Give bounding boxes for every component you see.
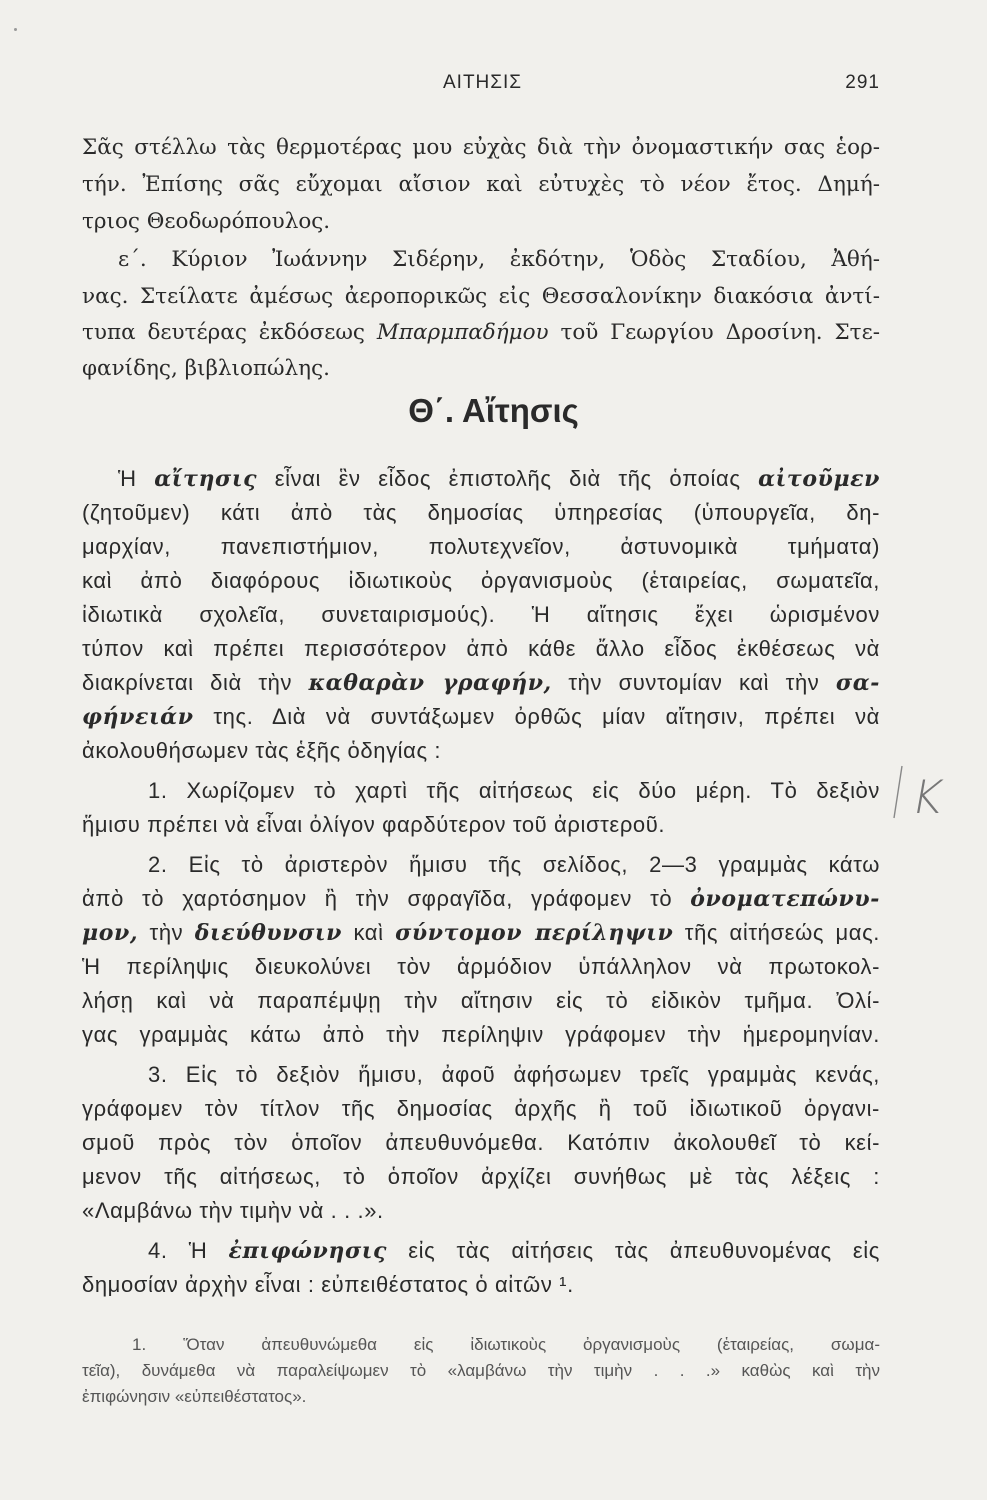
text-line: σμοῦ πρὸς τὸν ὁποῖον ἀπευθυνόμεθα. Κατόπιν ἀκολουθεῖ τὸ κεί- <box>82 1130 880 1155</box>
text-line: γας γραμμὰς κάτω ἀπὸ τὴν περίληψιν γράφομεν τὴν ἡμερομηνίαν. <box>82 1022 880 1047</box>
text-line: λήσῃ καὶ νὰ παραπέμψῃ τὴν αἴτησιν εἰς τὸ εἰδικὸν τμῆμα. Ὀλί- <box>82 988 880 1013</box>
margin-pencil-stroke <box>888 762 908 822</box>
emphasis: αἴτησις <box>154 466 258 492</box>
text-span: εἰς τὰς αἰτήσεις τὰς ἀπευθυνομένας εἰς <box>387 1238 880 1263</box>
text-line: Ἡ περίληψις διευκολύνει τὸν ἁρμόδιον ὑπάλληλον νὰ πρωτοκολ- <box>82 954 880 979</box>
text-span: τὴν <box>138 920 195 945</box>
text-span: 4. Ἡ <box>148 1238 229 1263</box>
text-span: τοῦ Γεωργίου Δροσίνη. Στε- <box>548 320 880 345</box>
text-span: καὶ <box>342 920 396 945</box>
text-line: τήν. Ἐπίσης σᾶς εὔχομαι αἴσιον καὶ εὐτυχὲς τὸ νέον ἔτος. Δημή- <box>82 172 880 197</box>
text-span: διακρίνεται διὰ τὴν <box>82 670 309 695</box>
emphasis: μον, <box>82 920 139 946</box>
section-heading: Θ΄. Αἴτησις <box>408 392 579 429</box>
emphasis: διεύθυνσιν <box>194 920 343 946</box>
text-line: ε΄. Κύριον Ἰωάννην Σιδέρην, ἐκδότην, Ὁδὸς Σταδίου, Ἀθή- <box>118 247 880 272</box>
emphasis: σα- <box>835 670 881 696</box>
text-line: Σᾶς στέλλω τὰς θερμοτέρας μου εὐχὰς διὰ τὴν ὀνομαστικήν σας ἑορ- <box>82 135 880 160</box>
text-span: εἶναι ἓν εἶδος ἐπιστολῆς διὰ τῆς ὁποίας <box>257 466 759 491</box>
text-line <box>82 884 880 914</box>
text-line: τύπον καὶ πρέπει περισσότερον ἀπὸ κάθε ἄλλο εἶδος ἐκθέσεως νὰ <box>82 636 880 661</box>
footnote-line: ἐπιφώνησιν «εὐπειθέστατος». <box>82 1387 307 1406</box>
text-line <box>82 668 880 698</box>
footnote-line: 1. Ὅταν ἀπευθυνώμεθα εἰς ἰδιωτικοὺς ὀργανισμοὺς (ἑταιρείας, σωμα- <box>132 1335 880 1354</box>
emphasis: αἰτοῦμεν <box>758 466 880 492</box>
margin-note: Κ <box>907 770 947 824</box>
text-line: νας. Στείλατε ἀμέσως ἀεροπορικῶς εἰς Θεσσαλονίκην διακόσια ἀντί- <box>82 284 880 309</box>
text-line: δημοσίαν ἀρχὴν εἶναι : εὐπειθέστατος ὁ αἰτῶν ¹. <box>82 1272 574 1297</box>
text-span: τῆς αἰτήσεώς μας. <box>673 920 880 945</box>
book-title: Μπαρμπαδήμου <box>376 320 549 345</box>
text-line <box>148 1236 880 1266</box>
text-line: μαρχίαν, πανεπιστήμιον, πολυτεχνεῖον, ἀστυνομικὰ τμήματα) <box>82 534 880 559</box>
paper-speck <box>14 28 17 31</box>
text-span: ἀπὸ τὸ χαρτόσημον ἢ τὴν σφραγῖδα, γράφομεν τὸ <box>82 886 691 911</box>
text-line: ἥμισυ πρέπει νὰ εἶναι ὀλίγον φαρδύτερον τοῦ ἀριστεροῦ. <box>82 812 666 837</box>
emphasis: ἐπιφώνησις <box>228 1238 388 1264</box>
text-span: τυπα δευτέρας ἐκδόσεως <box>82 320 377 345</box>
text-span: της. Διὰ νὰ συντάξωμεν ὀρθῶς μίαν αἴτησιν, πρέπει νὰ <box>193 704 880 729</box>
text-line: 3. Εἰς τὸ δεξιὸν ἥμισυ, ἀφοῦ ἀφήσωμεν τρεῖς γραμμὰς κενάς, <box>148 1062 880 1087</box>
text-line: (ζητοῦμεν) κάτι ἀπὸ τὰς δημοσίας ὑπηρεσίας (ὑπουργεῖα, δη- <box>82 500 880 525</box>
running-title: ΑΙΤΗΣΙΣ <box>443 72 523 93</box>
emphasis: καθαρὰν γραφήν, <box>308 670 552 696</box>
text-line <box>82 702 880 732</box>
text-line: 2. Εἰς τὸ ἀριστερὸν ἥμισυ τῆς σελίδος, 2—3 γραμμὰς κάτω <box>148 852 880 877</box>
text-line: μενον τῆς αἰτήσεως, τὸ ὁποῖον ἀρχίζει συνήθως μὲ τὰς λέξεις : <box>82 1164 880 1189</box>
emphasis: ὀνοματεπώνυ- <box>690 886 880 912</box>
text-span: Ἡ <box>118 466 155 491</box>
text-line: 1. Χωρίζομεν τὸ χαρτὶ τῆς αἰτήσεως εἰς δύο μέρη. Τὸ δεξιὸν <box>148 778 880 803</box>
text-line <box>82 318 880 348</box>
page-number: 291 <box>845 72 880 93</box>
text-line: «Λαμβάνω τὴν τιμὴν νὰ . . .». <box>82 1198 384 1223</box>
text-span: τὴν συντομίαν καὶ τὴν <box>551 670 836 695</box>
emphasis: φήνειάν <box>82 704 194 730</box>
text-line: ἀκολουθήσωμεν τὰς ἑξῆς ὁδηγίας : <box>82 738 442 763</box>
text-line: φανίδης, βιβλιοπώλης. <box>82 356 330 381</box>
text-line: καὶ ἀπὸ διαφόρους ἰδιωτικοὺς ὀργανισμοὺς (ἑταιρείας, σωματεῖα, <box>82 568 880 593</box>
footnote-line: τεῖα), δυνάμεθα νὰ παραλείψωμεν τὸ «λαμβάνω τὴν τιμὴν . . .» καθὼς καὶ τὴν <box>82 1361 880 1380</box>
text-line: τριος Θεοδωρόπουλος. <box>82 209 331 234</box>
text-line: ἰδιωτικὰ σχολεῖα, συνεταιρισμούς). Ἡ αἴτησις ἔχει ὡρισμένον <box>82 602 880 627</box>
text-line <box>118 464 880 494</box>
running-head <box>80 72 880 102</box>
text-line: γράφομεν τὸν τίτλον τῆς δημοσίας ἀρχῆς ἢ τοῦ ἰδιωτικοῦ ὀργανι- <box>82 1096 880 1121</box>
text-line <box>82 918 880 948</box>
emphasis: σύντομον περίληψιν <box>395 920 674 946</box>
